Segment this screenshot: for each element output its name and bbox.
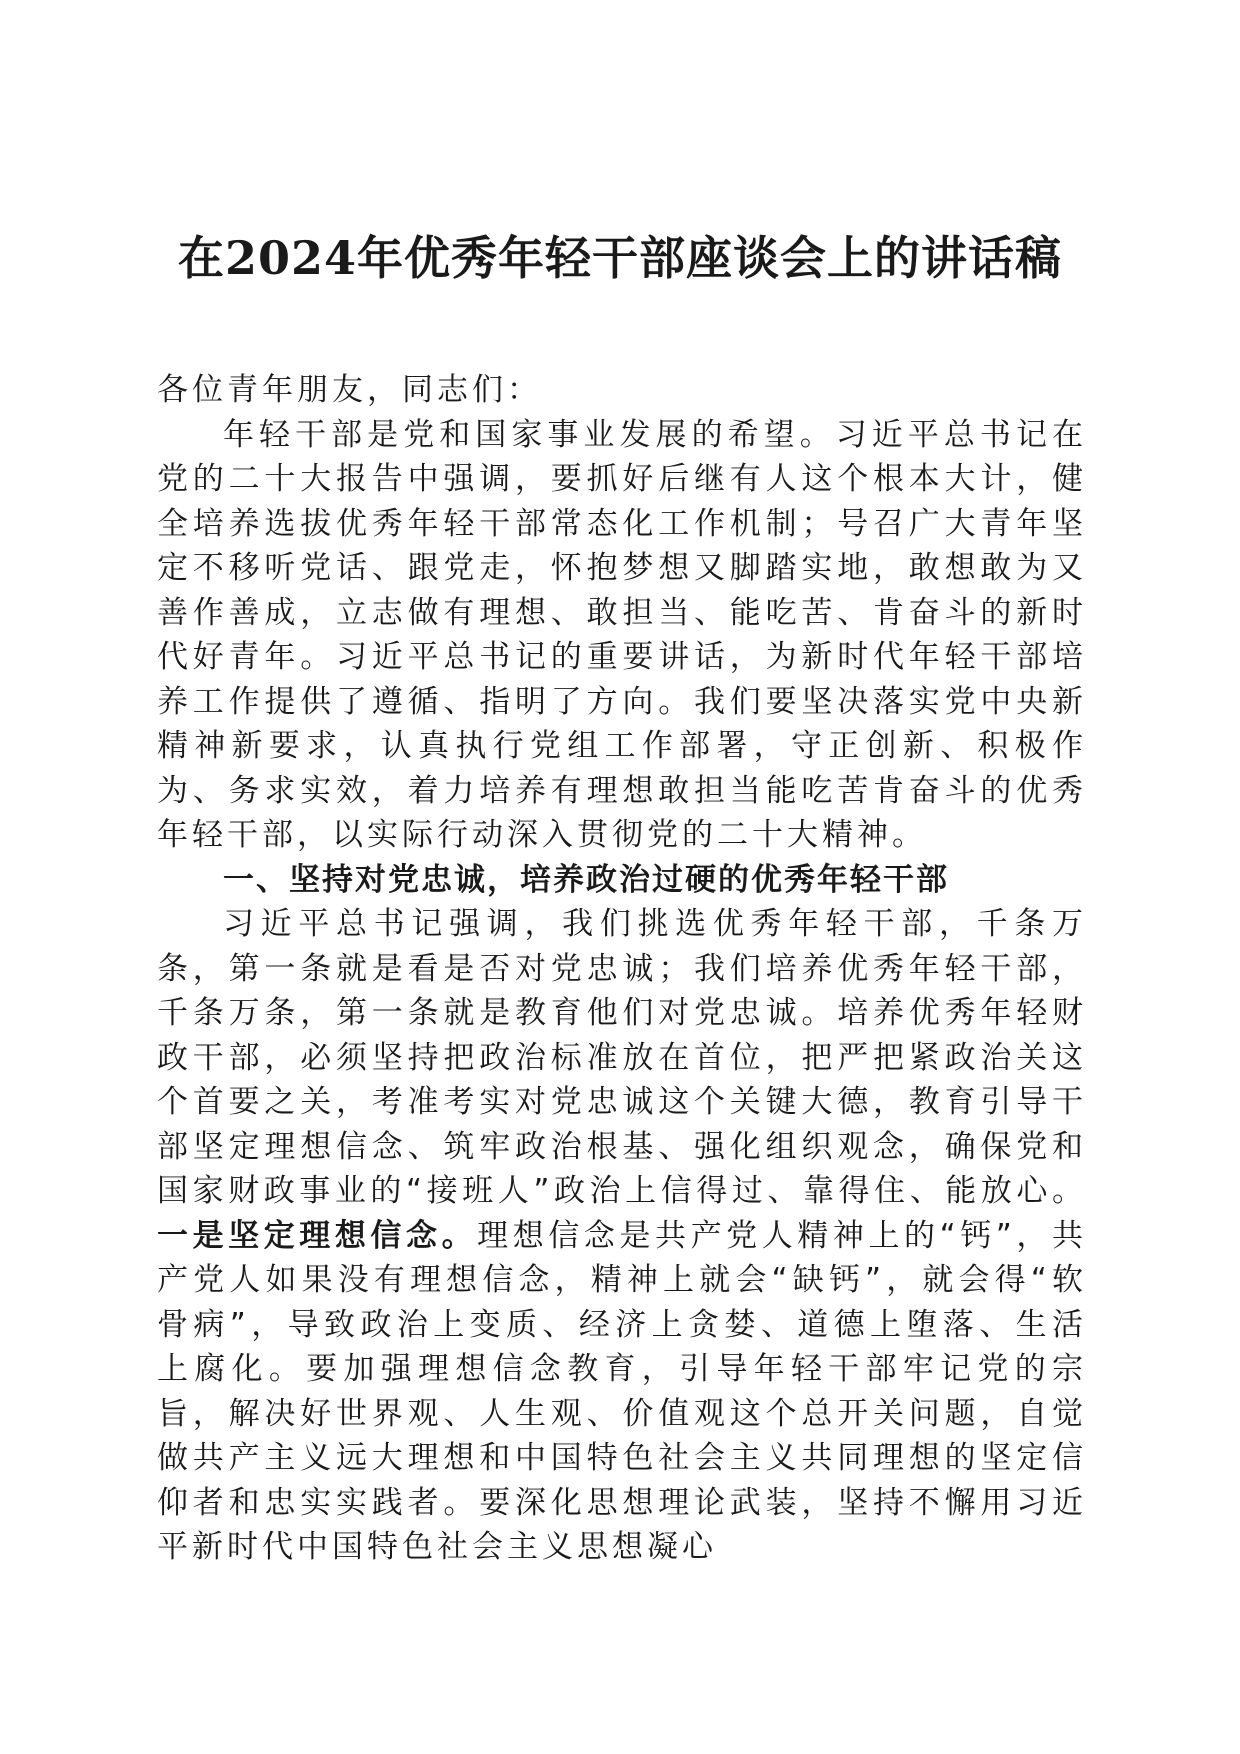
section-1-text-part2: 理想信念是共产党人精神上的“钙”，共产党人如果没有理想信念，精神上就会“缺钙”，就会得“软骨病”，导致政治上变质、经济上贪婪、道德上堕落、生活上腐化。要加强理想信念教育，引导年轻干部牢记党的宗旨，解决好世界观、人生观、价值观这个总开关问题，自觉做共产主义远大理想和中国特色社会主义共同理想的坚定信仰者和忠实实践者。要深化思想理论武装，坚持不懈用习近平新时代中国特色社会主义思想凝心	[157, 1217, 1088, 1565]
document-body	[157, 368, 1087, 1570]
section-1-text-part1: 习近平总书记强调，我们挑选优秀年轻干部，千条万条，第一条就是看是否对党忠诚；我们培养优秀年轻干部，千条万条，第一条就是教育他们对党忠诚。培养优秀年轻财政干部，必须坚持把政治标准放在首位，把严把紧政治关这个首要之关，考准考实对党忠诚这个关键大德，教育引导干部坚定理想信念、筑牢政治根基、强化组织观念，确保党和国家财政事业的“接班人”政治上信得过、靠得住、能放心。	[157, 906, 1087, 1209]
section-heading-1: 一、坚持对党忠诚，培养政治过硬的优秀年轻干部	[223, 861, 949, 898]
intro-paragraph: 年轻干部是党和国家事业发展的希望。习近平总书记在党的二十大报告中强调，要抓好后继有人这个根本大计，健全培养选拔优秀年轻干部常态化工作机制；号召广大青年坚定不移听党话、跟党走，怀抱梦想又脚踏实地，敢想敢为又善作善成，立志做有理想、敢担当、能吃苦、肯奋斗的新时代好青年。习近平总书记的重要讲话，为新时代年轻干部培养工作提供了遵循、指明了方向。我们要坚决落实党中央新精神新要求，认真执行党组工作部署，守正创新、积极作为、务求实效，着力培养有理想敢担当能吃苦肯奋斗的优秀年轻干部，以实际行动深入贯彻党的二十大精神。	[157, 416, 1087, 853]
salutation: 各位青年朋友，同志们：	[157, 372, 542, 408]
document-title: 在2024年优秀年轻干部座谈会上的讲话稿	[177, 231, 1063, 285]
section-1-bold-point: 一是坚定理想信念。	[157, 1217, 478, 1254]
section-1-paragraph	[157, 902, 1087, 1570]
